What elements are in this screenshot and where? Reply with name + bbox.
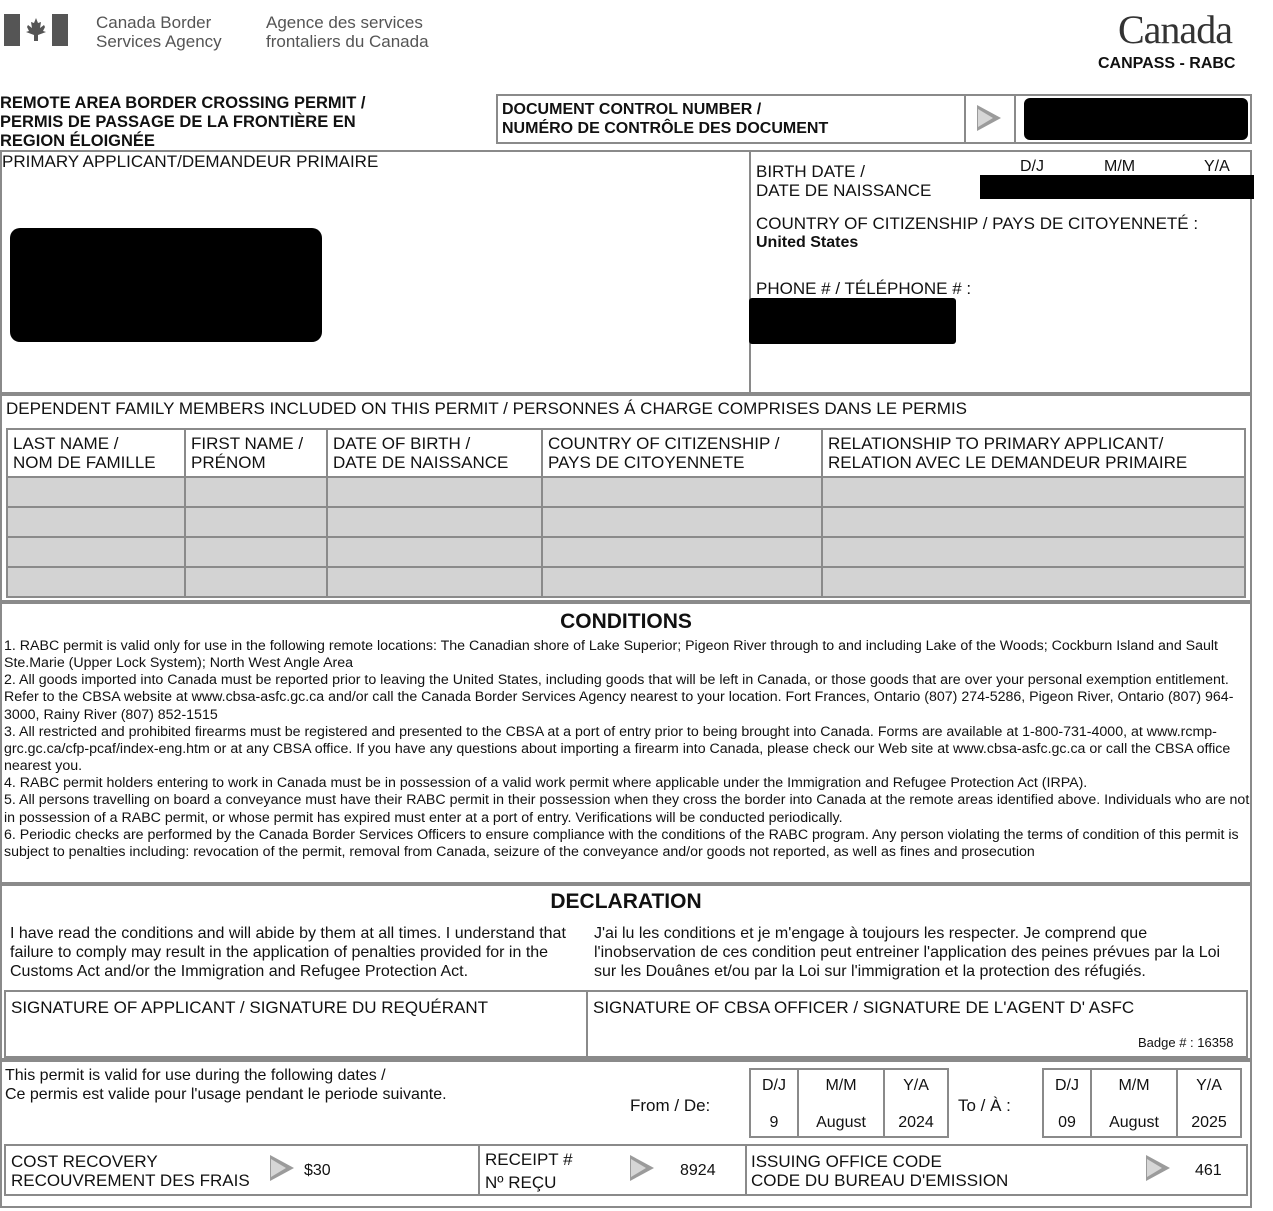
declaration-en: I have read the conditions and will abide by them at all times. I understand that failure to comply may result in the application of penalties provided for in the Customs Act and/or the Immigration and Refugee Protection Act. — [10, 925, 566, 980]
receipt-value: 8924 — [680, 1162, 716, 1179]
to-month: August — [1109, 1114, 1159, 1131]
condition-item: 6. Periodic checks are performed by the Canada Border Services Officers to ensure compliance with the conditions of the RABC program. Any person violating the terms of condition of this permit is subject to penalties including: revocation of the permit, removal from Canada, seizure of the conveyance and/or goods not reported, as well as fines and prosecution — [4, 826, 1239, 860]
to-dj-label: D/J — [1055, 1077, 1079, 1094]
arrow-icon — [630, 1155, 654, 1181]
from-label: From / De: — [630, 1096, 711, 1115]
dependents-label: DEPENDENT FAMILY MEMBERS INCLUDED ON THIS PERMIT / PERSONNES Á CHARGE COMPRISES DANS LE PERMIS — [6, 399, 968, 418]
arrow-icon — [977, 105, 1001, 131]
from-month: August — [816, 1114, 866, 1131]
cost-recovery-value: $30 — [304, 1162, 331, 1179]
canada-wordmark: Canada — [1118, 7, 1232, 52]
arrow-icon — [270, 1155, 294, 1181]
citizenship-label: COUNTRY OF CITIZENSHIP / PAYS DE CITOYENNETÉ : — [756, 214, 1199, 233]
redacted-doc-number — [1024, 98, 1248, 140]
birth-dj: D/J — [1020, 158, 1044, 175]
validity-text: This permit is valid for use during the following dates / Ce permis est valide pour l'usage pendant le periode suivante. — [5, 1067, 447, 1103]
badge-number: Badge # : 16358 — [1138, 1035, 1234, 1050]
to-ya-label: Y/A — [1196, 1077, 1222, 1094]
birth-ya: Y/A — [1204, 158, 1230, 175]
from-year: 2024 — [898, 1114, 934, 1131]
receipt-label: RECEIPT # Nº REÇU — [485, 1150, 573, 1192]
declaration-heading: DECLARATION — [550, 890, 702, 913]
table-row — [7, 507, 1245, 537]
redacted-phone — [749, 298, 956, 344]
phone-label: PHONE # / TÉLÉPHONE # : — [756, 279, 972, 298]
to-day: 09 — [1058, 1114, 1076, 1131]
from-dj-label: D/J — [762, 1077, 786, 1094]
agency-name-en: Canada Border Services Agency — [96, 13, 222, 51]
col-first-name: FIRST NAME / PRÉNOM — [185, 429, 327, 477]
redacted-birth-date — [980, 175, 1254, 199]
redacted-applicant-name — [10, 228, 322, 342]
condition-item: 4. RABC permit holders entering to work in Canada must be in possession of a valid work permit where applicable under the Immigration and Refugee Protection Act (IRPA). — [4, 775, 1088, 792]
issuing-office-value: 461 — [1195, 1162, 1222, 1179]
condition-item: 5. All persons travelling on board a conveyance must have their RABC permit in their possession when they cross the border into Canada at the remote areas identified above. Individuals who are not in possession of a RABC permit, or whose permit has expired must enter at a port of entry. Verifications will be conducted periodically. — [4, 792, 1250, 826]
doc-control-label: DOCUMENT CONTROL NUMBER / NUMÉRO DE CONTRÔLE DES DOCUMENT — [502, 101, 829, 137]
signature-applicant-label: SIGNATURE OF APPLICANT / SIGNATURE DU REQUÉRANT — [11, 998, 489, 1017]
col-date-of-birth: DATE OF BIRTH / DATE DE NAISSANCE — [327, 429, 542, 477]
col-citizenship: COUNTRY OF CITIZENSHIP / PAYS DE CITOYENNETE — [542, 429, 822, 477]
to-mm-label: M/M — [1118, 1077, 1150, 1094]
col-last-name: LAST NAME / NOM DE FAMILLE — [7, 429, 185, 477]
condition-item: 3. All restricted and prohibited firearms must be registered and presented to the CBSA at a port of entry prior to being brought into Canada. Forms are available at 1-800-731-4000, at www.rcmp-grc.gc.ca/cfp-pcaf/index-eng.htm or at any CBSA office. If you have any questions about importing a firearm into Canada, please check our Web site at www.cbsa-asfc.gc.ca or call the CBSA office nearest you. — [4, 723, 1231, 775]
primary-applicant-label: PRIMARY APPLICANT/DEMANDEUR PRIMAIRE — [2, 152, 379, 171]
canada-flag-logo — [4, 14, 68, 46]
page-title: REMOTE AREA BORDER CROSSING PERMIT / PERMIS DE PASSAGE DE LA FRONTIÈRE EN REGION ÉLOIGNÉE — [0, 94, 366, 150]
to-year: 2025 — [1191, 1114, 1227, 1131]
birth-date-label: BIRTH DATE / DATE DE NAISSANCE — [756, 162, 932, 200]
citizenship-value: United States — [756, 234, 859, 251]
condition-item: 1. RABC permit is valid only for use in the following remote locations: The Canadian shore of Lake Superior; Pigeon River through to and including Lake of the Woods; Cockburn Island and Sault Ste.Marie (Upper Lock System); North West Angle Area — [4, 638, 1218, 672]
declaration-fr: J'ai lu les conditions et je m'engage à toujours les respecter. Je comprend que l'inobservation de ces condition peut entreiner l'application des peines prévues par la Loi sur les Douânes et/ou par la Loi sur l'immigration et la protection des réfugiés. — [594, 925, 1221, 980]
program-label: CANPASS - RABC — [1098, 55, 1236, 72]
from-ya-label: Y/A — [903, 1077, 929, 1094]
conditions-heading: CONDITIONS — [560, 610, 692, 633]
from-mm-label: M/M — [825, 1077, 857, 1094]
col-relationship: RELATIONSHIP TO PRIMARY APPLICANT/ RELATION AVEC LE DEMANDEUR PRIMAIRE — [822, 429, 1245, 477]
agency-name-fr: Agence des services frontaliers du Canada — [266, 13, 429, 51]
birth-mm: M/M — [1104, 158, 1136, 175]
conditions-list — [4, 638, 1256, 861]
table-row — [7, 477, 1245, 507]
cost-recovery-label: COST RECOVERY RECOUVREMENT DES FRAIS — [11, 1152, 250, 1190]
issuing-office-label: ISSUING OFFICE CODE CODE DU BUREAU D'EMISSION — [751, 1152, 1009, 1190]
signature-officer-label: SIGNATURE OF CBSA OFFICER / SIGNATURE DE L'AGENT D' ASFC — [593, 998, 1135, 1017]
table-row — [7, 537, 1245, 567]
table-row — [7, 567, 1245, 597]
arrow-icon — [1146, 1155, 1170, 1181]
condition-item: 2. All goods imported into Canada must be reported prior to leaving the United States, including goods that will be left in Canada, or those goods that are over your personal exemption entitlement. Refer to the CBSA website at www.cbsa-asfc.gc.ca and/or call the Canada Border Services Agency nearest to your location. Fort Frances, Ontario (807) 274-5286, Pigeon River, Ontario (807) 964-3000, Rainy River (807) 852-1515 — [4, 672, 1234, 723]
to-label: To / À : — [958, 1096, 1011, 1115]
from-day: 9 — [769, 1114, 779, 1131]
dependents-table — [6, 428, 1246, 598]
